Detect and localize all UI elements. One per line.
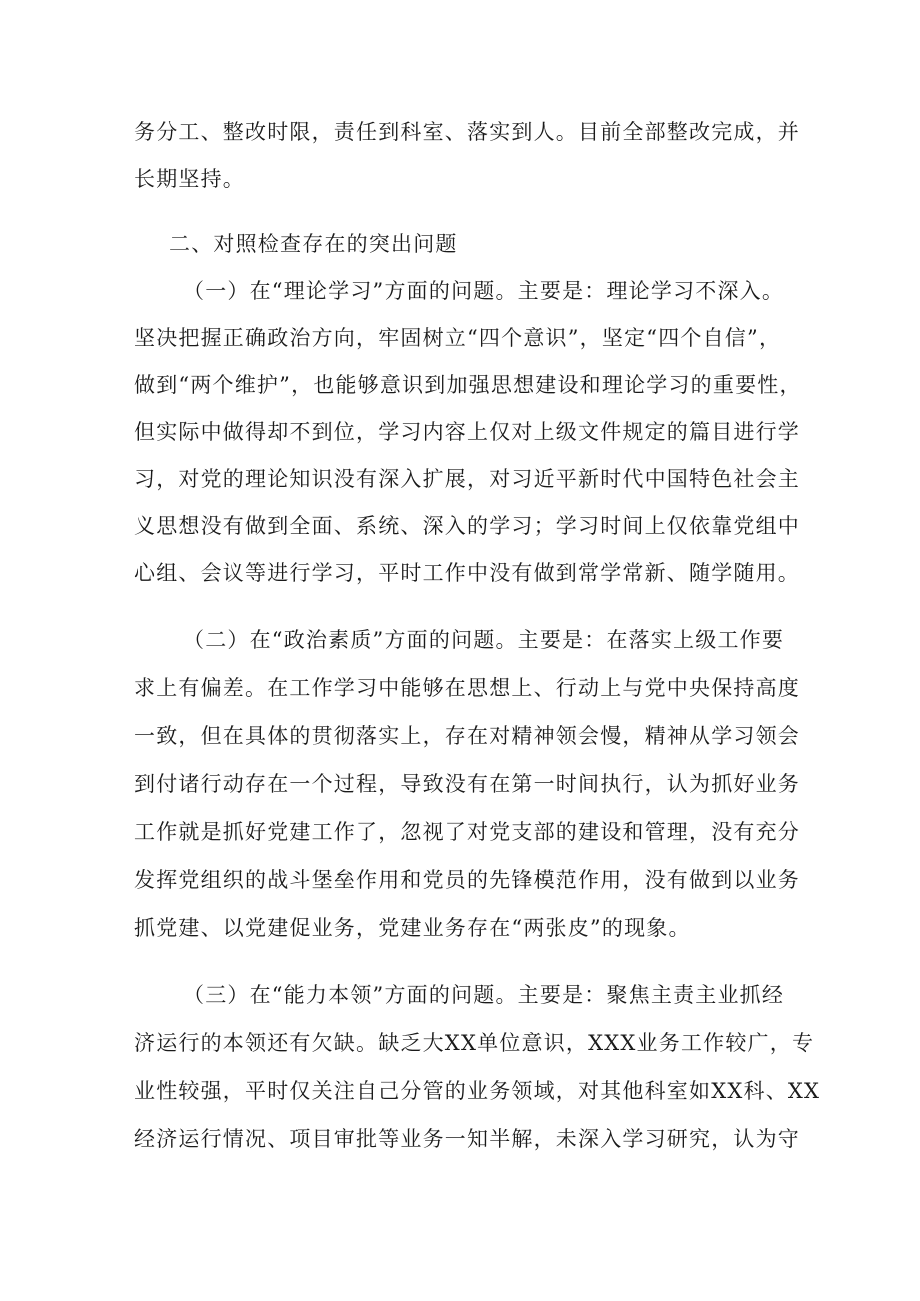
paragraph-line: 工作就是抓好党建工作了，忽视了对党支部的建设和管理，没有充分 [134,820,800,844]
paragraph-line: 但实际中做得却不到位，学习内容上仅对上级文件规定的篇目进行学 [134,420,800,444]
paragraph-line: 务分工、整改时限，责任到科室、落实到人。目前全部整改完成，并 [134,120,800,144]
paragraph-line: 抓党建、以党建促业务，党建业务存在“两张皮”的现象。 [134,916,691,940]
paragraph-line: 经济运行情况、项目审批等业务一知半解，未深入学习研究，认为守 [134,1127,800,1151]
paragraph-line: （一）在“理论学习”方面的问题。主要是：理论学习不深入。 [183,279,785,303]
paragraph-line: 济运行的本领还有欠缺。缺乏大XX单位意识，XXX业务工作较广，专 [134,1031,815,1055]
paragraph-line: 坚决把握正确政治方向，牢固树立“四个意识”，坚定“四个自信”， [134,326,782,350]
paragraph-line: 长期坚持。 [134,167,245,191]
paragraph-line: 到付诸行动存在一个过程，导致没有在第一时间执行，认为抓好业务 [134,772,800,796]
paragraph-line: 求上有偏差。在工作学习中能够在思想上、行动上与党中央保持高度 [134,676,800,700]
paragraph-line: （二）在“政治素质”方面的问题。主要是：在落实上级工作要 [183,628,785,652]
paragraph-line: 义思想没有做到全面、系统、深入的学习；学习时间上仅依靠党组中 [134,514,800,538]
paragraph-line: 心组、会议等进行学习，平时工作中没有做到常学常新、随学随用。 [134,561,800,585]
paragraph-line: 业性较强，平时仅关注自己分管的业务领域，对其他科室如XX科、XX [134,1079,821,1103]
paragraph-line: 一致，但在具体的贯彻落实上，存在对精神领会慢，精神从学习领会 [134,724,800,748]
paragraph-line: 发挥党组织的战斗堡垒作用和党员的先锋模范作用，没有做到以业务 [134,868,800,892]
section-heading: 二、对照检查存在的突出问题 [169,232,458,256]
paragraph-line: （三）在“能力本领”方面的问题。主要是：聚焦主责主业抓经 [183,983,785,1007]
paragraph-line: 习，对党的理论知识没有深入扩展，对习近平新时代中国特色社会主 [134,467,800,491]
paragraph-line: 做到“两个维护”，也能够意识到加强思想建设和理论学习的重要性， [134,373,802,397]
